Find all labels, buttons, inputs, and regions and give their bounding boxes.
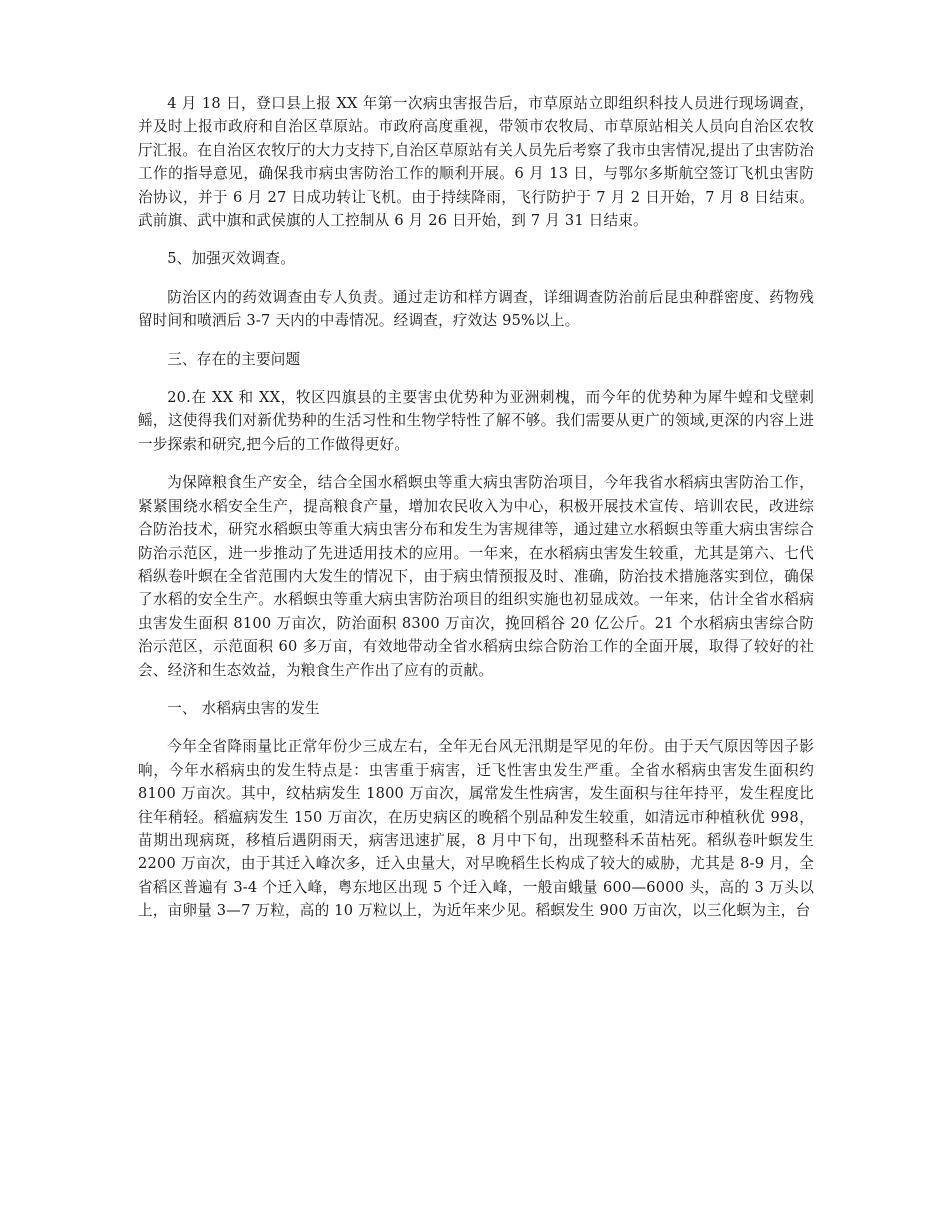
paragraph-efficacy-survey: 防治区内的药效调查由专人负责。通过走访和样方调查，详细调查防治前后昆虫种群密度、药物残留时间和喷洒后 3-7 天内的中毒情况。经调查，疗效达 95%以上。 (138, 288, 814, 330)
heading-efficacy-survey: 5、加强灭效调查。 (167, 250, 296, 268)
paragraph-main-problems: 20.在 XX 和 XX，牧区四旗县的主要害虫优势种为亚洲刺槐，而今年的优势种为犀牛蝗和戈壁刺鳐，这使得我们对新优势种的生活习性和生物学特性了解不够。我们需要从更广的领域,更深的内容上进一步探索和研究,把今后的工作做得更好。 (138, 389, 814, 453)
heading-main-problems: 三、存在的主要问题 (167, 350, 301, 368)
document-page (138, 92, 814, 938)
paragraph-rice-pest-control: 为保障粮食生产安全，结合全国水稻螟虫等重大病虫害防治项目，今年我省水稻病虫害防治工作，紧紧围绕水稻安全生产，提高粮食产量，增加农民收入为中心，积极开展技术宣传、培训农民，改进综合防治技术，研究水稻螟虫等重大病虫害分布和发生为害规律等，通过建立水稻螟虫等重大病虫害综合防治示范区，进一步推动了先进适用技术的应用。一年来，在水稻病虫害发生较重，尤其是第六、七代稻纵卷叶螟在全省范围内大发生的情况下，由于病虫情预报及时、准确，防治技术措施落实到位，确保了水稻的安全生产。水稻螟虫等重大病虫害防治项目的组织实施也初显成效。一年来，估计全省水稻病虫害发生面积 8100 万亩次，防治面积 8300 万亩次，挽回稻谷 20 亿公斤。21 个水稻病虫害综合防治示范区，示范面积 60 多万亩，有效地带动全省水稻病虫综合防治工作的全面开展，取得了较好的社会、经济和生态效益，为粮食生产作出了应有的贡献。 (138, 474, 814, 679)
heading-rice-pest-occurrence: 一、 水稻病虫害的发生 (167, 699, 320, 717)
paragraph-rice-pest-occurrence: 今年全省降雨量比正常年份少三成左右，全年无台风无汛期是罕见的年份。由于天气原因等因子影响，今年水稻病虫的发生特点是：虫害重于病害，迁飞性害虫发生严重。全省水稻病虫害发生面积约 8100 万亩次。其中，纹枯病发生 1800 万亩次，属常发生性病害，发生面积与往年持平，发生程度比往年稍轻。稻瘟病发生 150 万亩次，在历史病区的晚稻个别品种发生较重，如清远市种植秋优 998，苗期出现病斑，移植后遇阴雨天，病害迅速扩展，8 月中下旬，出现整科禾苗枯死。稻纵卷叶螟发生 2200 万亩次，由于其迁入峰次多，迁入虫量大，对早晚稻生长构成了较大的威胁，尤其是 8-9 月，全省稻区普遍有 3-4 个迁入峰，粤东地区出现 5 个迁入峰，一般亩蛾量 600—6000 头，高的 3 万头以上，亩卵量 3—7 万粒，高的 10 万粒以上，为近年来少见。稻螟发生 900 万亩次，以三化螟为主，台 (138, 738, 814, 920)
paragraph-report-timeline: 4 月 18 日，登口县上报 XX 年第一次病虫害报告后，市草原站立即组织科技人员进行现场调查，并及时上报市政府和自治区草原站。市政府高度重视，带领市农牧局、市草原站相关人员向自治区农牧厅汇报。在自治区农牧厅的大力支持下,自治区草原站有关人员先后考察了我市虫害情况,提出了虫害防治工作的指导意见，确保我市病虫害防治工作的顺利开展。6 月 13 日，与鄂尔多斯航空签订飞机虫害防治协议，并于 6 月 27 日成功转让飞机。由于持续降雨，飞行防护于 7 月 2 日开始，7 月 8 日结束。武前旗、武中旗和武侯旗的人工控制从 6 月 26 日开始，到 7 月 31 日结束。 (138, 95, 814, 230)
